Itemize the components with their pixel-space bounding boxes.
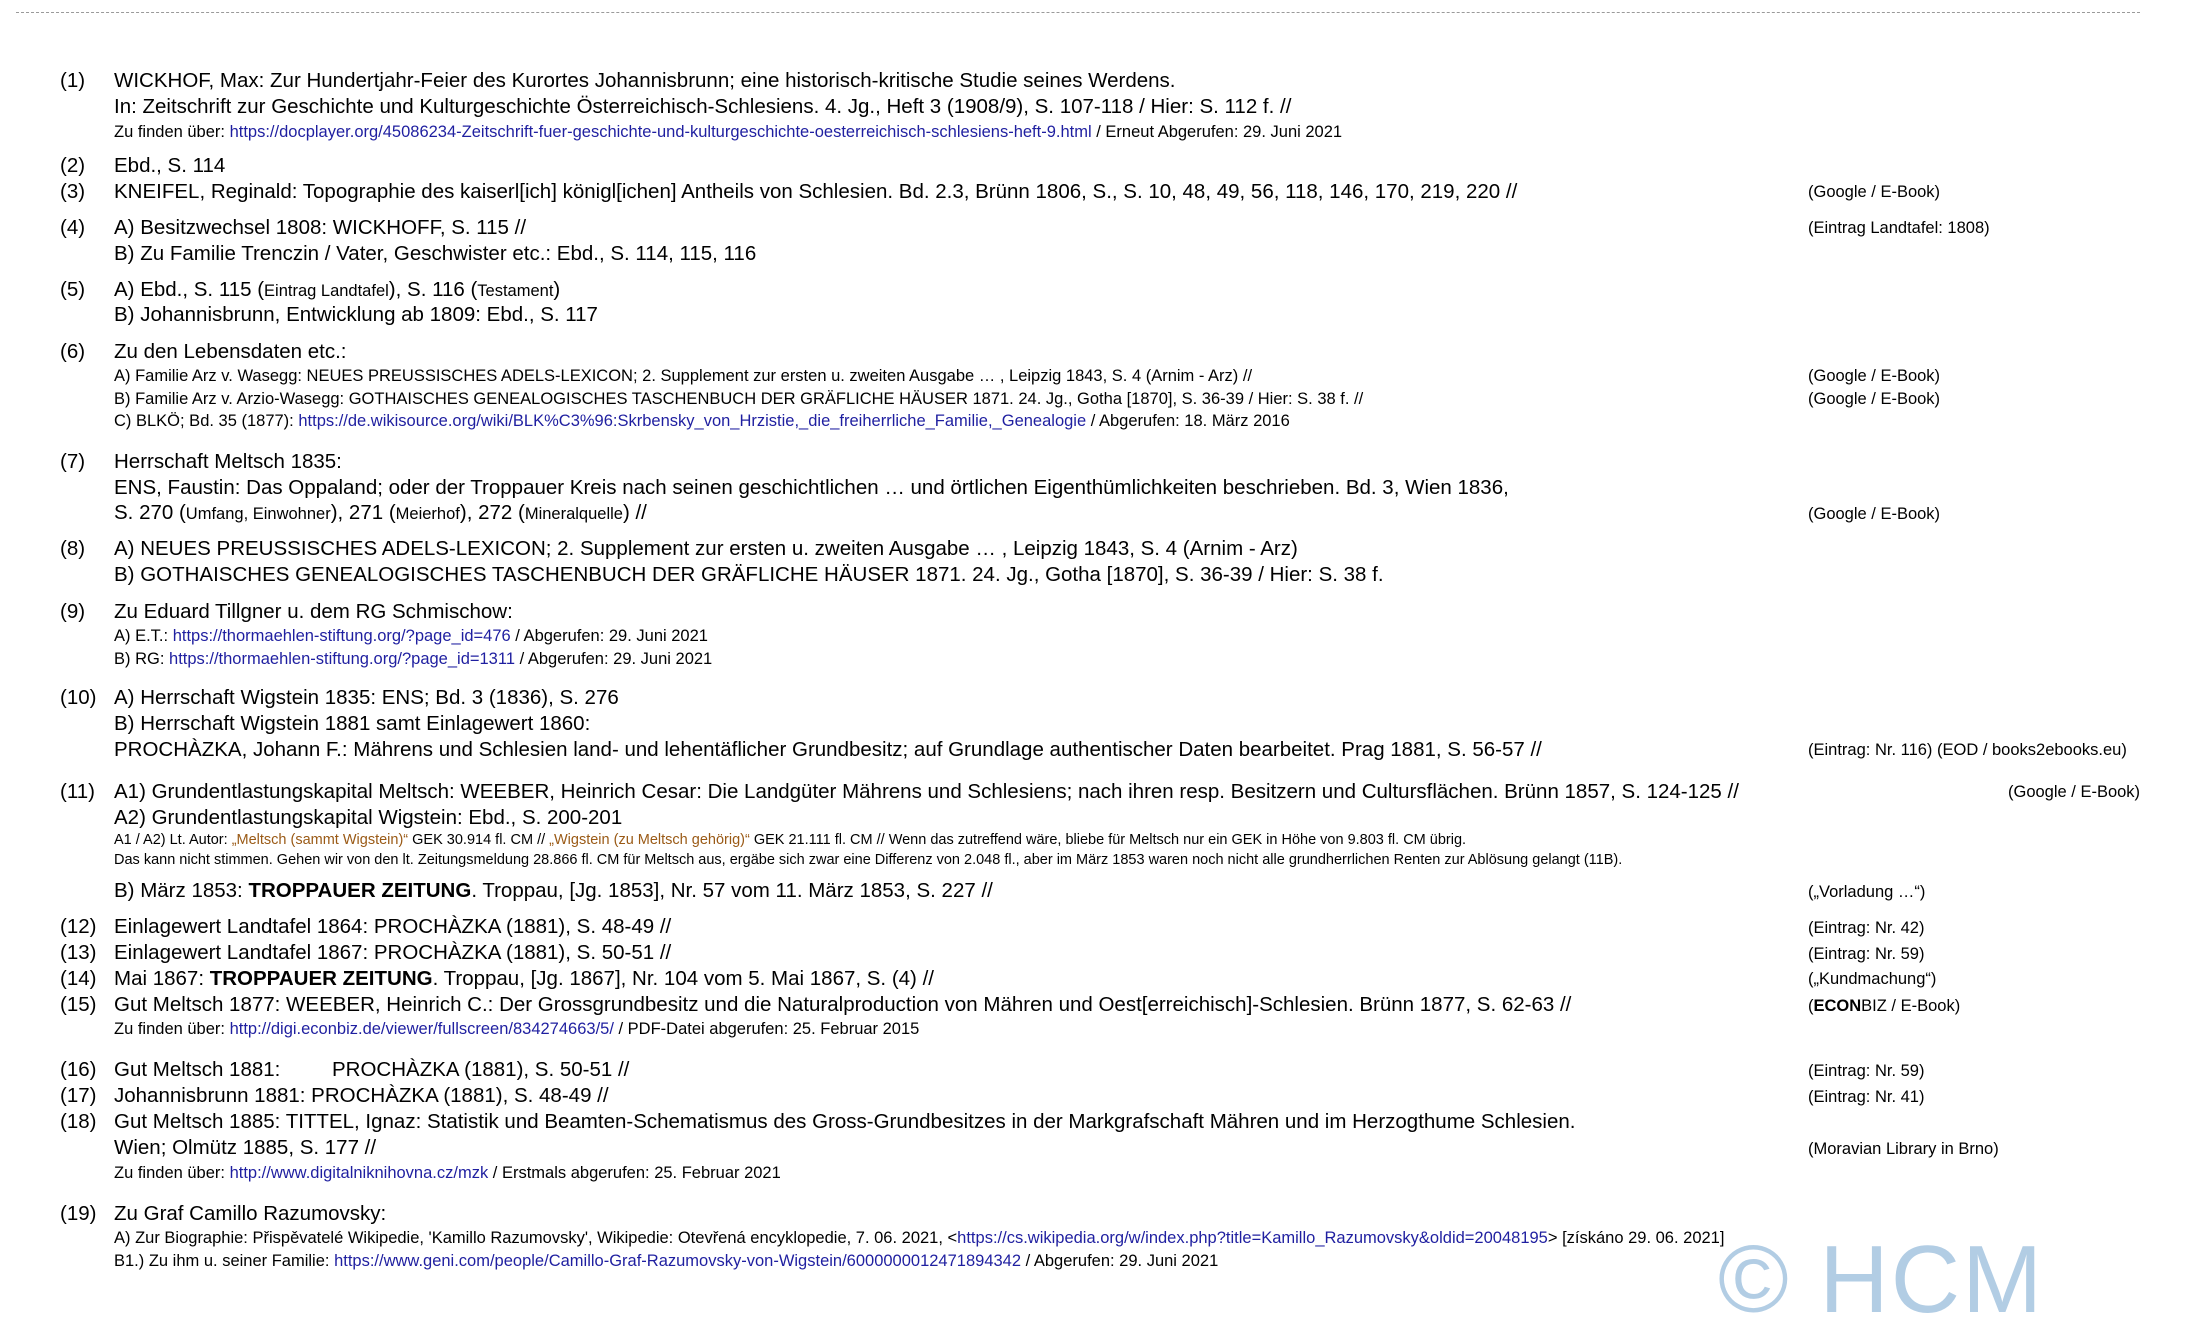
source-suffix: > [získáno 29. 06. 2021] bbox=[1547, 1229, 1725, 1247]
footnote-source-line bbox=[114, 1230, 1724, 1247]
text-part: ) bbox=[553, 278, 561, 301]
footnote-label: Gut Meltsch 1881: bbox=[114, 1058, 281, 1081]
footnote-number: (11) bbox=[60, 780, 95, 803]
footnote-number: (14) bbox=[60, 967, 97, 990]
footnote-source-line bbox=[114, 1165, 781, 1182]
footnote-source-line bbox=[114, 413, 1290, 430]
source-type-note: (Google / E-Book) bbox=[1808, 367, 1941, 385]
footnote-number: (2) bbox=[60, 154, 86, 177]
footnote-text: Ebd., S. 114 bbox=[114, 154, 226, 177]
footnote-number: (8) bbox=[60, 537, 86, 560]
source-link[interactable]: http://digi.econbiz.de/viewer/fullscreen/834274663/5/ bbox=[229, 1020, 614, 1038]
footnote-text: A2) Grundentlastungskapital Wigstein: Ebd., S. 200-201 bbox=[114, 806, 623, 829]
newspaper-title: TROPPAUER ZEITUNG bbox=[209, 967, 433, 990]
source-suffix: / Abgerufen: 18. März 2016 bbox=[1086, 412, 1290, 430]
source-prefix: Zu finden über: bbox=[114, 1164, 230, 1182]
source-link[interactable]: https://thormaehlen-stiftung.org/?page_id=476 bbox=[172, 627, 511, 645]
source-type-note: („Kundmachung“) bbox=[1808, 970, 1937, 988]
text-part-small: Testament bbox=[477, 282, 554, 300]
footnote-source-line bbox=[114, 1253, 1218, 1270]
text-part-small: Umfang, Einwohner bbox=[185, 505, 331, 523]
source-suffix: / Abgerufen: 29. Juni 2021 bbox=[515, 650, 713, 668]
footnote-text: Zu Graf Camillo Razumovsky: bbox=[114, 1202, 387, 1225]
footnote-text: Zu den Lebensdaten etc.: bbox=[114, 340, 347, 363]
source-prefix: Zu finden über: bbox=[114, 123, 230, 141]
footnote-text: A) Besitzwechsel 1808: WICKHOFF, S. 115 // bbox=[114, 216, 527, 239]
source-link[interactable]: https://docplayer.org/45086234-Zeitschrift-fuer-geschichte-und-kulturgeschichte-oesterreichisch-schlesiens-heft-9.html bbox=[229, 123, 1092, 141]
footnote-text: A) Herrschaft Wigstein 1835: ENS; Bd. 3 (1836), S. 276 bbox=[114, 686, 619, 709]
text-part: GEK 30.914 fl. CM // bbox=[408, 832, 550, 848]
footnote-number: (7) bbox=[60, 450, 86, 473]
quote-part: „Wigstein (zu Meltsch gehörig)“ bbox=[549, 832, 750, 848]
text-part: ), S. 116 ( bbox=[388, 278, 478, 301]
footnote-text: ENS, Faustin: Das Oppaland; oder der Troppauer Kreis nach seinen geschichtlichen … und örtlichen Eigenthümlichkeiten beschrieben. Bd. 3, Wien 1836, bbox=[114, 476, 1509, 499]
source-link[interactable]: https://thormaehlen-stiftung.org/?page_id=1311 bbox=[169, 650, 515, 668]
source-type-note: (Eintrag: Nr. 116) (EOD / books2ebooks.eu) bbox=[1808, 741, 2127, 759]
text-part-small: Mineralquelle bbox=[524, 505, 623, 523]
footnote-text: In: Zeitschrift zur Geschichte und Kulturgeschichte Österreichisch-Schlesiens. 4. Jg., Heft 3 (1908/9), S. 107-118 / Hier: S. 112 f. // bbox=[114, 95, 1292, 118]
source-type-note: (Google / E-Book) bbox=[1808, 505, 1941, 523]
footnote-text: Wien; Olmütz 1885, S. 177 // bbox=[114, 1136, 377, 1159]
source-type-note: (Eintrag: Nr. 41) bbox=[1808, 1088, 1925, 1106]
footnote-source-line bbox=[114, 1021, 919, 1038]
text-part: B) März 1853: bbox=[114, 879, 249, 902]
source-prefix: A) E.T.: bbox=[114, 627, 173, 645]
text-part: S. 270 ( bbox=[114, 501, 186, 524]
text-part-bold: ECON bbox=[1813, 997, 1862, 1015]
text-part: . Troppau, [Jg. 1867], Nr. 104 vom 5. Mai 1867, S. (4) // bbox=[432, 967, 934, 990]
footnote-number: (3) bbox=[60, 180, 86, 203]
footnote-text: B) Zu Familie Trenczin / Vater, Geschwister etc.: Ebd., S. 114, 115, 116 bbox=[114, 242, 757, 265]
footnote-text: PROCHÀZKA, Johann F.: Mährens und Schlesien land- und lehentäflicher Grundbesitz; auf Grundlage authentischer Daten bearbeitet. Prag 1881, S. 56-57 // bbox=[114, 738, 1542, 761]
source-prefix: B) RG: bbox=[114, 650, 170, 668]
source-type-note: (Eintrag: Nr. 59) bbox=[1808, 945, 1925, 963]
footnote-number: (10) bbox=[60, 686, 97, 709]
source-prefix: Zu finden über: bbox=[114, 1020, 230, 1038]
source-link[interactable]: https://de.wikisource.org/wiki/BLK%C3%96:Skrbensky_von_Hrzistie,_die_freiherrliche_Familie,_Genealogie bbox=[298, 412, 1087, 430]
text-part: . Troppau, [Jg. 1853], Nr. 57 vom 11. März 1853, S. 227 // bbox=[471, 879, 993, 902]
source-type-note: (Google / E-Book) bbox=[2008, 783, 2141, 801]
footnote-text: B) GOTHAISCHES GENEALOGISCHES TASCHENBUCH DER GRÄFLICHE HÄUSER 1871. 24. Jg., Gotha [1870], S. 36-39 / Hier: S. 38 f. bbox=[114, 563, 1384, 586]
text-part: BIZ / E-Book) bbox=[1861, 997, 1961, 1015]
copyright-watermark: © HCM bbox=[1718, 1226, 2045, 1333]
footnote-number: (4) bbox=[60, 216, 86, 239]
footnote-text bbox=[114, 881, 993, 902]
footnote-subtext: A) Familie Arz v. Wasegg: NEUES PREUSSISCHES ADELS-LEXICON; 2. Supplement zur ersten u. zweiten Ausgabe … , Leipzig 1843, S. 4 (Arnim - Arz) // bbox=[114, 367, 1253, 385]
source-suffix: / Erstmals abgerufen: 25. Februar 2021 bbox=[488, 1164, 781, 1182]
text-part: ( bbox=[1808, 997, 1814, 1015]
footnote-number: (19) bbox=[60, 1202, 97, 1225]
footnote-number: (6) bbox=[60, 340, 86, 363]
footnote-text: WICKHOF, Max: Zur Hundertjahr-Feier des Kurortes Johannisbrunn; eine historisch-kritische Studie seines Werdens. bbox=[114, 69, 1176, 92]
footnote-number: (1) bbox=[60, 69, 86, 92]
source-suffix: / Abgerufen: 29. Juni 2021 bbox=[1021, 1252, 1219, 1270]
footnote-number: (5) bbox=[60, 278, 86, 301]
text-part-small: Meierhof bbox=[395, 505, 460, 523]
source-type-note: (Google / E-Book) bbox=[1808, 390, 1941, 408]
text-part: A1 / A2) Lt. Autor: bbox=[114, 832, 232, 848]
footnote-text: Johannisbrunn 1881: PROCHÀZKA (1881), S. 48-49 // bbox=[114, 1084, 609, 1107]
footnote-text: A1) Grundentlastungskapital Meltsch: WEEBER, Heinrich Cesar: Die Landgüter Mährens und Schlesiens; nach ihren resp. Besitzern und Cultursflächen. Brünn 1857, S. 124-125 // bbox=[114, 780, 1739, 803]
source-suffix: / Abgerufen: 29. Juni 2021 bbox=[510, 627, 708, 645]
source-prefix: A) Zur Biographie: Přispěvatelé Wikipedie, 'Kamillo Razumovsky', Wikipedie: Otevřená encyklopedie, 7. 06. 2021, < bbox=[114, 1229, 958, 1247]
footnote-text bbox=[114, 969, 934, 990]
footnote-text: PROCHÀZKA (1881), S. 50-51 // bbox=[332, 1058, 630, 1081]
footnote-number: (18) bbox=[60, 1110, 97, 1133]
footnote-text: B) Johannisbrunn, Entwicklung ab 1809: Ebd., S. 117 bbox=[114, 303, 598, 326]
text-part: ) // bbox=[622, 501, 647, 524]
footnote-subtext: B) Familie Arz v. Arzio-Wasegg: GOTHAISCHES GENEALOGISCHES TASCHENBUCH DER GRÄFLICHE HÄUSER 1871. 24. Jg., Gotha [1870], S. 36-39 / Hier: S. 38 f. // bbox=[114, 390, 1364, 408]
footnote-text: Herrschaft Meltsch 1835: bbox=[114, 450, 342, 473]
footnote-text: KNEIFEL, Reginald: Topographie des kaiserl[ich] königl[ichen] Antheils von Schlesien. Bd. 2.3, Brünn 1806, S., S. 10, 48, 49, 56, 118, 146, 170, 219, 220 // bbox=[114, 180, 1518, 203]
source-link[interactable]: http://www.digitalniknihovna.cz/mzk bbox=[229, 1164, 489, 1182]
source-type-note: (Eintrag: Nr. 42) bbox=[1808, 919, 1925, 937]
source-type-note: (Eintrag Landtafel: 1808) bbox=[1808, 219, 1990, 237]
footnote-source-line bbox=[114, 124, 1342, 141]
source-prefix: B1.) Zu ihm u. seiner Familie: bbox=[114, 1252, 335, 1270]
top-separator bbox=[16, 12, 2140, 13]
footnote-source-line bbox=[114, 628, 708, 645]
footnote-number: (13) bbox=[60, 941, 97, 964]
text-part: ), 271 ( bbox=[330, 501, 396, 524]
text-part: GEK 21.111 fl. CM // Wenn das zutreffend wäre, bliebe für Meltsch nur ein GEK in Höhe von 9.803 fl. CM übrig. bbox=[749, 832, 1467, 848]
footnote-number: (12) bbox=[60, 915, 97, 938]
footnote-text: Einlagewert Landtafel 1864: PROCHÀZKA (1881), S. 48-49 // bbox=[114, 915, 672, 938]
footnote-text: Einlagewert Landtafel 1867: PROCHÀZKA (1881), S. 50-51 // bbox=[114, 941, 672, 964]
author-note: Das kann nicht stimmen. Gehen wir von den lt. Zeitungsmeldung 28.866 fl. CM für Meltsch aus, ergäbe sich zwar eine Differenz von 2.048 fl., aber im März 1853 waren noch nicht alle grundherrlichen Renten zur Ablösung gelangt (11B). bbox=[114, 852, 1623, 868]
footnote-text: Zu Eduard Tillgner u. dem RG Schmischow: bbox=[114, 600, 513, 623]
footnote-text: B) Herrschaft Wigstein 1881 samt Einlagewert 1860: bbox=[114, 712, 591, 735]
footnote-number: (16) bbox=[60, 1058, 97, 1081]
source-prefix: C) BLKÖ; Bd. 35 (1877): bbox=[114, 412, 299, 430]
footnote-text: Gut Meltsch 1877: WEEBER, Heinrich C.: Der Grossgrundbesitz und die Naturalproduction von Mähren und Oest[erreichisch]-Schlesien. Brünn 1877, S. 62-63 // bbox=[114, 993, 1572, 1016]
source-type-note: (Moravian Library in Brno) bbox=[1808, 1140, 1999, 1158]
text-part: Mai 1867: bbox=[114, 967, 210, 990]
footnote-text: Gut Meltsch 1885: TITTEL, Ignaz: Statistik und Beamten-Schematismus des Gross-Grundbesitzes in der Markgrafschaft Mähren und im Herzogthume Schlesien. bbox=[114, 1110, 1576, 1133]
source-suffix: / PDF-Datei abgerufen: 25. Februar 2015 bbox=[613, 1020, 920, 1038]
text-part-small: Eintrag Landtafel bbox=[264, 282, 389, 300]
footnote-number: (9) bbox=[60, 600, 86, 623]
source-link[interactable]: https://cs.wikipedia.org/w/index.php?title=Kamillo_Razumovsky&oldid=20048195 bbox=[957, 1229, 1548, 1247]
quote-part: „Meltsch (sammt Wigstein)“ bbox=[231, 832, 409, 848]
text-part: ), 272 ( bbox=[459, 501, 525, 524]
source-type-note: (Eintrag: Nr. 59) bbox=[1808, 1062, 1925, 1080]
footnote-text bbox=[114, 280, 560, 301]
footnote-number: (17) bbox=[60, 1084, 97, 1107]
source-type-note: (Google / E-Book) bbox=[1808, 183, 1941, 201]
footnote-source-line bbox=[114, 651, 712, 668]
footnote-text: A) NEUES PREUSSISCHES ADELS-LEXICON; 2. Supplement zur ersten u. zweiten Ausgabe … , Leipzig 1843, S. 4 (Arnim - Arz) bbox=[114, 537, 1298, 560]
newspaper-title: TROPPAUER ZEITUNG bbox=[248, 879, 472, 902]
author-note bbox=[114, 833, 1466, 848]
source-suffix: / Erneut Abgerufen: 29. Juni 2021 bbox=[1091, 123, 1343, 141]
text-part: A) Ebd., S. 115 ( bbox=[114, 278, 265, 301]
source-link[interactable]: https://www.geni.com/people/Camillo-Graf-Razumovsky-von-Wigstein/6000000012471894342 bbox=[334, 1252, 1022, 1270]
footnote-text bbox=[114, 503, 647, 524]
footnote-number: (15) bbox=[60, 993, 97, 1016]
source-type-note bbox=[1808, 998, 1960, 1015]
source-type-note: („Vorladung …“) bbox=[1808, 883, 1926, 901]
